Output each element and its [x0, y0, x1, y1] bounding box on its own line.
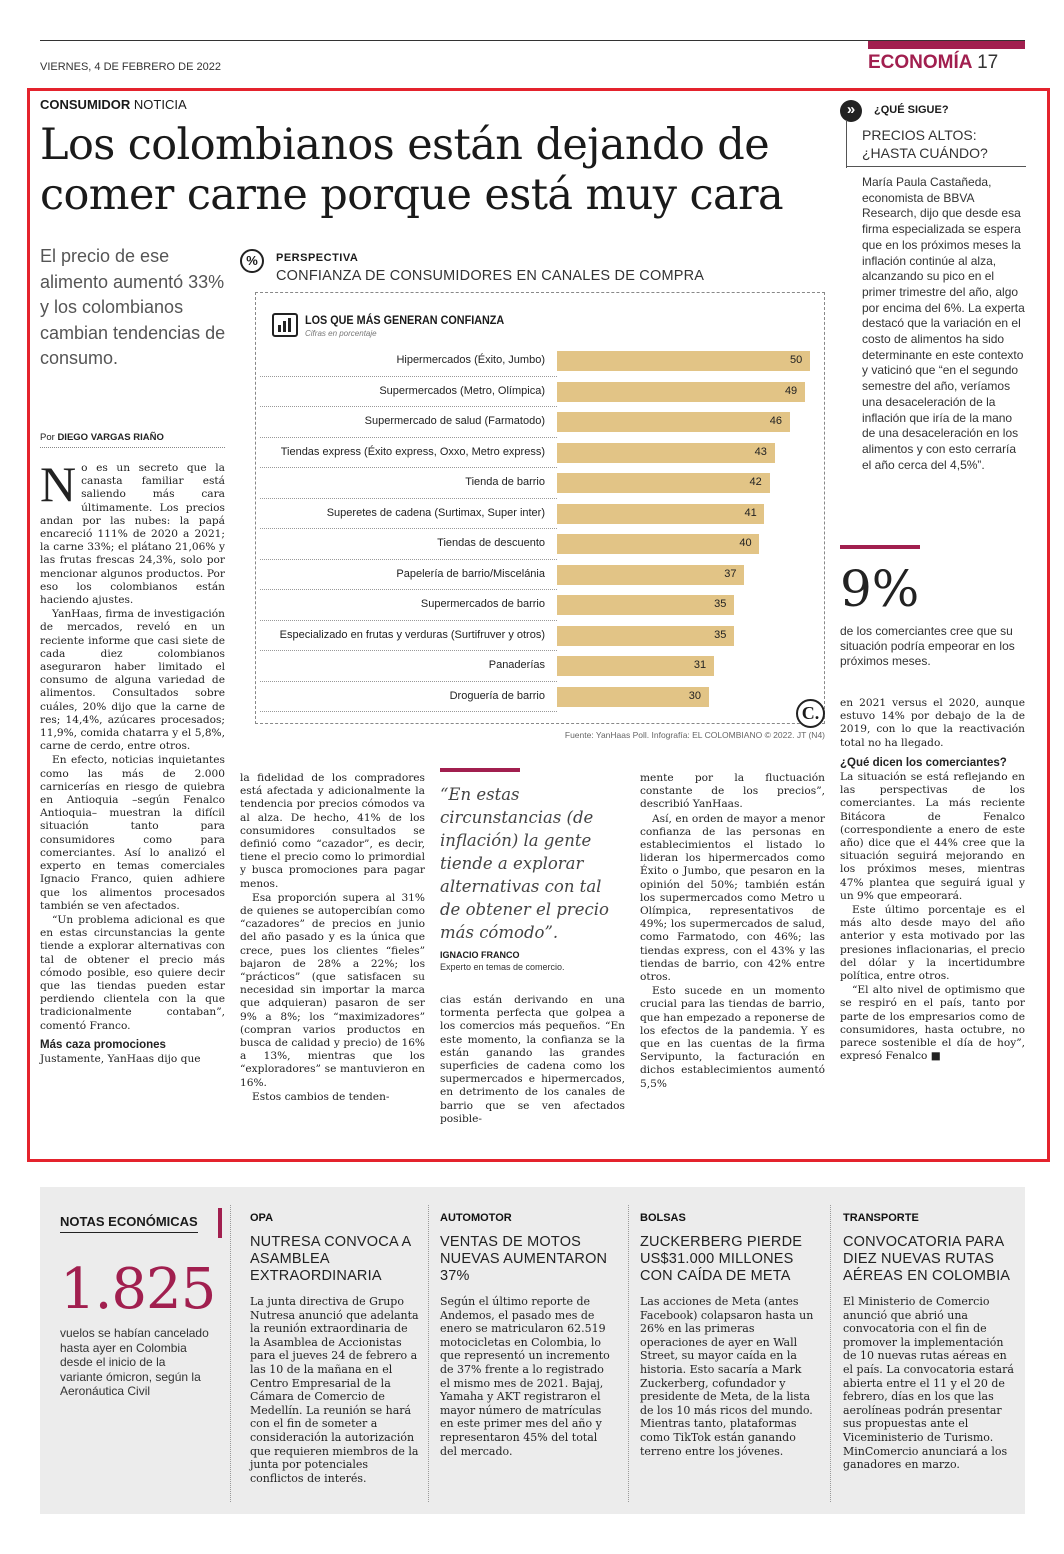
page-number: 17	[977, 52, 999, 73]
article-column-1: No es un secreto que la canasta familiar está saliendo más cara últimamente. Los precios andan por las nubes: la papá encareció 111% de 2020 a 2021; la carne 33%; el plátano 21,06% y las frutas frescas 24,3%, solo por mencionar algunos productos. Por eso los colombianos están haciendo ajustes. YanHaas, firma de investigación de mercados, reveló en un reciente informe que casi siete de cada diez colombianos aseguraron haber limitado el consumo de alguna variedad de alimentos. Consultados sobre cuáles, 20% dijo que la carne de res; 14,4%, azúcares procesados; 11,9%, comida chatarra y el 5,8%, carne de cerdo, entre otros. En efecto, noticias inquietantes como las más de 2.000 carnicerías en riesgo de quiebra en Antioquia –según Fenalco Antioquia– muestran la difícil situación tanto para consumidores como para comerciantes. Así lo analizó el experto en temas comerciales Ignacio Franco, quien adhiere que los alimentos procesados también se ven afectados. “Un problema adicional es que en estas circunstancias la gente tiende a explorar alternativas con tal de obtener el precio más cómodo posible, eso quiere decir que las tiendas pueden estar perdiendo clientela con la que tradicionalmente contaban”, comentó Franco. Más caza promociones Justamente, YanHaas dijo que	[40, 456, 225, 1065]
drop-cap: N	[40, 456, 77, 512]
bar-label: Superetes de cadena (Surtimax, Super inter)	[326, 506, 545, 519]
note-automotor: AUTOMOTOR VENTAS DE MOTOS NUEVAS AUMENTARON 37% Según el último reporte de Andemos, el pasado mes de enero se matricularon 62.519 motocicletas en Colombia, lo que representó un incremento de 37% frente a lo registrado el mismo mes de 2021. Bajaj, Yamaha y AKT registraron el mayor número de matrículas en este primer mes del año y representaron 45% del total del mercado.	[440, 1212, 610, 1458]
bar-label: Tienda de barrio	[465, 476, 545, 488]
stat-value: 9%	[840, 560, 920, 618]
article-column-2: la fidelidad de los compradores está afectada y adicionalmente la tendencia por precios cómodos va al alza. De hecho, 41% de los consumidores consultados se definió como “cazador”, es decir, tiene el precio como lo primordial y busca promociones para pagar menos. Esa proporción supera al 31% de quienes se autopercibían como “cazadores” de precios en junio del año pasado y es la única que crece, pues los clientes “fieles” bajaron de 28% a 22%; los “prácticos” (que satisfacen su necesidad sin importar la marca que adquieran) pasaron de ser 9% a 8%; los “maximizadores” (compran varios productos en busca de calidad y precio) de 16% a 13%, mientras que los “exploradores” se mantuvieron en 16%. Estos cambios de tenden-	[240, 772, 425, 1103]
bar-value: 35	[714, 628, 727, 641]
bar	[557, 565, 744, 585]
row-guide	[260, 711, 557, 712]
note-opa: OPA NUTRESA CONVOCA A ASAMBLEA EXTRAORDINARIA La junta directiva de Grupo Nutresa anunció que adelanta la reunión extraordinaria de la Asamblea de Accionistas para el jueves 24 de febrero a las 10 de la mañana en el Centro Empresarial de la Cámara de Comercio de Medellín. La reunión se hará con el fin de someter a consideración la autorización que requieren miembros de la junta por potenciales conflictos de interés.	[250, 1212, 419, 1485]
el-colombiano-logo: C.	[796, 699, 825, 728]
quote-author: IGNACIO FRANCO	[440, 950, 520, 960]
row-guide	[260, 528, 557, 529]
bar-label: Tiendas de descuento	[437, 537, 545, 549]
bar	[557, 382, 805, 402]
bar-label: Supermercados (Metro, Olímpica)	[379, 384, 545, 397]
notes-separator	[428, 1205, 429, 1502]
note-bolsas: BOLSAS ZUCKERBERG PIERDE US$31.000 MILLONES CON CAÍDA DE META Las acciones de Meta (antes Facebook) colapsaron hasta un 26% en las primeras operaciones de ayer en Wall Street, su mayor caída en la historia. Esto sacaría a Mark Zuckerberg, cofundador y presidente de Meta, de la lista de los 10 más ricos del mundo. Mientras tanto, plataformas como TikTok están ganando terreno entre los jóvenes.	[640, 1212, 814, 1458]
row-guide	[260, 467, 557, 468]
row-guide	[260, 437, 557, 438]
pull-quote: “En estas circunstancias (de inflación) la gente tiende a explorar alternativas con tal de obtener el precio más cómodo”.	[440, 785, 609, 942]
next-steps-icon: »	[840, 100, 862, 122]
chart-title: LOS QUE MÁS GENERAN CONFIANZA	[305, 313, 505, 327]
stat-text: de los comerciantes cree que su situación podría empeorar en los próximos meses.	[840, 624, 1015, 668]
section-bar	[868, 41, 1025, 49]
section-name: ECONOMÍA 17	[868, 52, 999, 73]
row-guide	[260, 498, 557, 499]
row-guide	[260, 650, 557, 651]
infographic-kicker: PERSPECTIVA	[276, 252, 359, 264]
article-column-4: mente por la fluctuación constante de los precios”, describió YanHaas. Así, en orden de mayor a menor confianza de las personas en establecimientos el listado lo lideran los hipermercados como Éxito o Jumbo, que pesaron en la opinión del 50%; también están los supermercados como Metro u Olímpica, representativos de 49%; los supermercados de salud, como Farmatodo, con 46%; las tiendas express, con el 43% y las tiendas de barrio, con 42% entre otros. Esto sucede en un momento crucial para las tiendas de barrio, que han empezado a reponerse de los efectos de la pandemia. Y es que en las cuentas de la firma Servipunto, la facturación en dichos establecimientos aumentó 5,5%	[640, 772, 825, 1090]
bar-value: 46	[769, 415, 782, 427]
bar	[557, 656, 714, 676]
notes-separator	[628, 1205, 629, 1502]
bar-label: Panaderías	[488, 659, 545, 671]
bar-label: Supermercado de salud (Farmatodo)	[364, 415, 545, 427]
note-transporte: TRANSPORTE CONVOCATORIA PARA DIEZ NUEVAS RUTAS AÉREAS EN COLOMBIA El Ministerio de Comercio anunció que abrió una convocatoria con el fin de promover la implementación de 10 nuevas rutas aéreas en el país. La convocatoria estará abierta entre el 11 y el 20 de febrero, días en los que las aerolíneas podrán presentar sus propuestas ante el Viceministerio de Turismo. MinComercio anunciará a los ganadores en marzo.	[843, 1212, 1014, 1472]
row-guide	[260, 589, 557, 590]
subhead-caza: Más caza promociones	[40, 1038, 166, 1051]
notes-big-number: 1.825	[60, 1257, 216, 1322]
bar-value: 50	[790, 354, 803, 366]
bar	[557, 595, 734, 615]
article-column-5: en 2021 versus el 2020, aunque estuvo 14% por debajo de la de 2019, con lo que la reactivación total no ha llegado. ¿Qué dicen los comerciantes? La situación se está reflejando en las perspectivas de los comerciantes. La más reciente Bitácora de Fenalco (correspondiente a enero de este año) dice que el 44% cree que la situación seguirá mejorando en los próximos meses, mientras 47% plantea que seguirá igual y un 9% que empeorará. Este último porcentaje es el más alto desde mayo del año anterior y esta motivado por las presiones inflacionarias, el precio del dólar y la incertidumbre política, entre otros. “El alto nivel de optimismo que se respiró en el país, tanto por parte de los empresarios como de consumidores, hasta octubre, no parece sostenible el día de hoy”, expresó Fenalco ■	[840, 697, 1025, 1063]
bar	[557, 351, 810, 371]
chart-subtitle: Cifras en porcentaje	[305, 329, 377, 338]
bar-label: Especializado en frutas y verduras (Surtifruver y otros)	[279, 628, 545, 641]
bar-value: 37	[724, 567, 737, 580]
infographic-source: Fuente: YanHaas Poll. Infografía: EL COLOMBIANO © 2022. JT (N4)	[564, 730, 825, 740]
notes-separator	[230, 1205, 231, 1502]
row-guide	[260, 559, 557, 560]
bar-value: 43	[754, 445, 767, 458]
article-column-3: cias están derivando en una tormenta perfecta que golpea a los comercios más pequeños. “En este momento, la confianza se la están ganando las grandes superficies de cadena como los supermercados e hipermercados, en detrimento de los canales de barrio que se ven afectados posible-	[440, 994, 625, 1125]
notes-separator	[830, 1205, 831, 1502]
bar	[557, 504, 764, 524]
bar-value: 40	[739, 537, 752, 549]
bar	[557, 473, 770, 493]
bar-value: 49	[784, 384, 798, 397]
bar	[557, 443, 775, 463]
bar-value: 30	[688, 689, 702, 702]
notes-big-text: vuelos se habían cancelado hasta ayer en Colombia desde el inicio de la variante ómicron, según la Aeronáutica Civil	[60, 1326, 209, 1398]
row-guide	[260, 681, 557, 682]
byline: Por DIEGO VARGAS RIAÑO	[40, 432, 164, 443]
bar-label: Hipermercados (Éxito, Jumbo)	[396, 354, 545, 366]
byline-rule	[40, 447, 225, 448]
bar-label: Tiendas express (Éxito express, Oxxo, Metro express)	[280, 445, 545, 458]
infographic-title: CONFIANZA DE CONSUMIDORES EN CANALES DE COMPRA	[276, 268, 705, 284]
row-guide	[260, 406, 557, 407]
subhead-comerciantes: ¿Qué dicen los comerciantes?	[840, 756, 1007, 769]
end-mark: ■	[930, 1050, 941, 1063]
bar-label: Papelería de barrio/Miscelánia	[396, 567, 545, 580]
sidebar-rule	[846, 166, 1026, 167]
row-guide	[260, 376, 557, 377]
bar-chart	[260, 345, 820, 715]
bar	[557, 687, 709, 707]
deck: El precio de ese alimento aumentó 33% y los colombianos cambian tendencias de consumo.	[40, 246, 226, 368]
stat-bar	[840, 545, 920, 549]
sidebar-line	[846, 120, 847, 168]
notes-label: NOTAS ECONÓMICAS	[60, 1214, 198, 1233]
issue-date: VIERNES, 4 DE FEBRERO DE 2022	[40, 61, 221, 73]
kicker: CONSUMIDOR NOTICIA	[40, 97, 187, 112]
percent-icon: %	[240, 249, 264, 273]
sidebar-kicker: ¿QUÉ SIGUE?	[874, 104, 949, 116]
bar-value: 41	[744, 506, 757, 519]
notes-accent	[218, 1208, 222, 1238]
bar	[557, 412, 790, 432]
bar-label: Supermercados de barrio	[420, 598, 545, 610]
bar-label: Droguería de barrio	[449, 689, 545, 702]
headline: Los colombianos están dejando de comer carne porque está muy cara	[40, 120, 784, 220]
bar	[557, 626, 734, 646]
bar-value: 42	[749, 476, 762, 488]
quote-author-role: Experto en temas de comercio.	[440, 962, 565, 972]
row-guide	[260, 620, 557, 621]
sidebar-title: PRECIOS ALTOS: ¿HASTA CUÁNDO?	[862, 127, 988, 161]
sidebar-text: María Paula Castañeda, economista de BBVA Research, dijo que desde esa firma especializada se espera que en los próximos meses la inflación continúe al alza, alcanzando su pico en el primer trimestre del año, algo por encima del 6%. La experta destacó que la variación en el costo de alimentos ha sido determinante en este contexto y vaticinó que “en el segundo semestre del año, veríamos una desaceleración de la inflación que iría de la mano de una desaceleración en los alimentos y con esto cerraría el año cerca del 4,5%”.	[862, 175, 1025, 472]
bar-value: 31	[693, 659, 707, 671]
quote-bar	[440, 768, 520, 772]
bar-value: 35	[714, 598, 727, 610]
bar-chart-icon	[272, 313, 298, 337]
bar	[557, 534, 759, 554]
